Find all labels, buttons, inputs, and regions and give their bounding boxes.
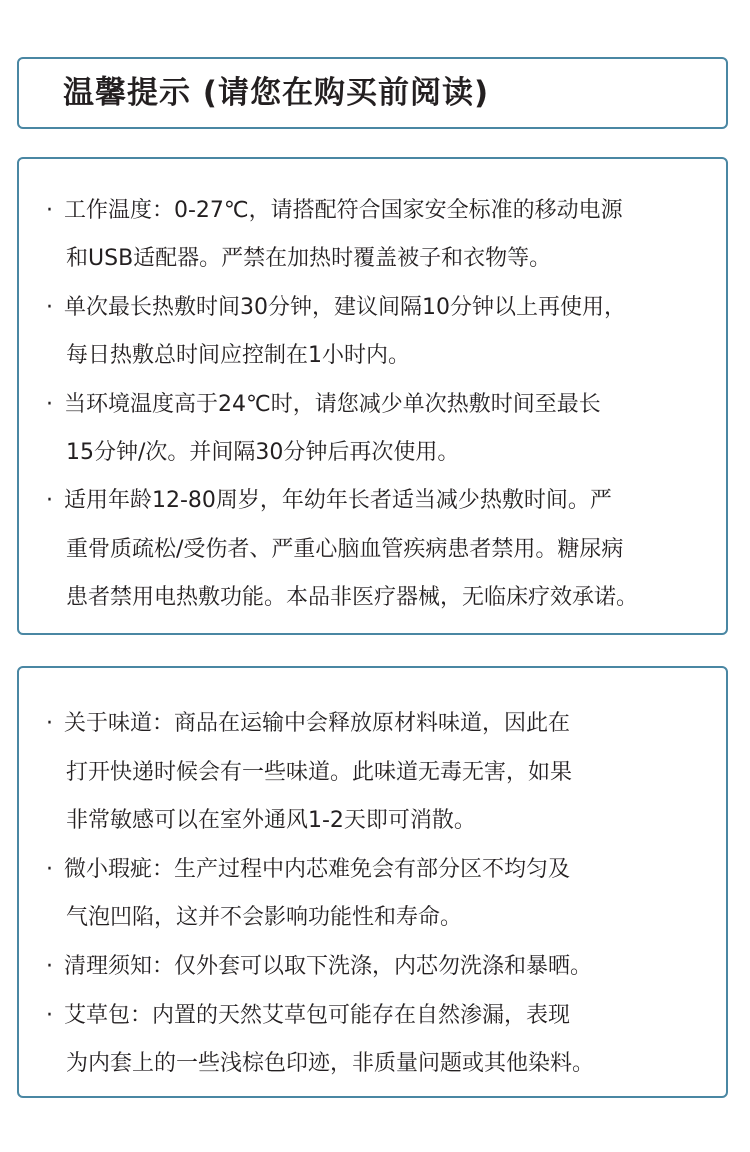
note-line: [19, 481, 726, 529]
note-line: [19, 753, 726, 802]
note-line-text: 微小瑕疵：生产过程中内芯难免会有部分区不均匀及: [64, 856, 571, 882]
note-line-text: 为内套上的一些浅棕色印迹，非质量问题或其他染料。: [66, 1051, 595, 1077]
note-line: [19, 191, 726, 239]
note-line-text: 当环境温度高于24℃时，请您减少单次热敷时间至最长: [64, 391, 601, 417]
note-line-text: 重骨质疏松/受伤者、严重心脑血管疾病患者禁用。糖尿病: [66, 536, 624, 562]
note-line: [19, 898, 726, 947]
note-line-text: 气泡凹陷，这并不会影响功能性和寿命。: [66, 905, 463, 931]
product-notes-panel: [17, 666, 728, 1098]
note-line: [19, 1044, 726, 1093]
bullet-dot: ·: [46, 294, 53, 320]
note-line-text: 艾草包：内置的天然艾草包可能存在自然渗漏，表现: [64, 1002, 571, 1028]
note-line: [19, 336, 726, 384]
note-line-text: 15分钟/次。并间隔30分钟后再次使用。: [66, 439, 460, 465]
note-line: [19, 530, 726, 578]
usage-notes-list: [19, 191, 726, 627]
note-line-text: 关于味道：商品在运输中会释放原材料味道，因此在: [64, 711, 571, 736]
bullet-dot: ·: [46, 856, 53, 882]
note-line-text: 患者禁用电热敷功能。本品非医疗器械，无临床疗效承诺。: [66, 585, 639, 611]
usage-notes-panel: [17, 157, 728, 635]
note-line-text: 打开快递时候会有一些味道。此味道无毒无害，如果: [66, 759, 573, 785]
note-line-text: 工作温度：0-27℃，请搭配符合国家安全标准的移动电源: [64, 198, 623, 223]
title-panel: [17, 57, 728, 129]
note-line: [19, 385, 726, 433]
note-line: [19, 288, 726, 336]
bullet-dot: ·: [46, 391, 53, 417]
bullet-dot: ·: [46, 953, 53, 979]
page-title: 温馨提示 (请您在购买前阅读): [63, 75, 490, 111]
bullet-dot: ·: [46, 488, 53, 514]
note-line: [19, 578, 726, 626]
note-line: [19, 801, 726, 850]
note-line-text: 每日热敷总时间应控制在1小时内。: [66, 343, 410, 369]
note-line: [19, 947, 726, 996]
note-line-text: 非常敏感可以在室外通风1-2天即可消散。: [66, 808, 476, 834]
product-notes-list: [19, 704, 726, 1093]
note-line-text: 和USB适配器。严禁在加热时覆盖被子和衣物等。: [66, 246, 552, 272]
bullet-dot: ·: [46, 711, 53, 736]
note-line-text: 清理须知：仅外套可以取下洗涤，内芯勿洗涤和暴晒。: [64, 953, 593, 979]
note-line: [19, 433, 726, 481]
note-line: [19, 996, 726, 1045]
note-line-text: 单次最长热敷时间30分钟，建议间隔10分钟以上再使用，: [64, 294, 626, 320]
note-line-text: 适用年龄12-80周岁，年幼年长者适当减少热敷时间。严: [64, 488, 612, 514]
note-line: [19, 704, 726, 753]
bullet-dot: ·: [46, 1002, 53, 1028]
bullet-dot: ·: [46, 198, 53, 223]
note-line: [19, 239, 726, 287]
note-line: [19, 850, 726, 899]
